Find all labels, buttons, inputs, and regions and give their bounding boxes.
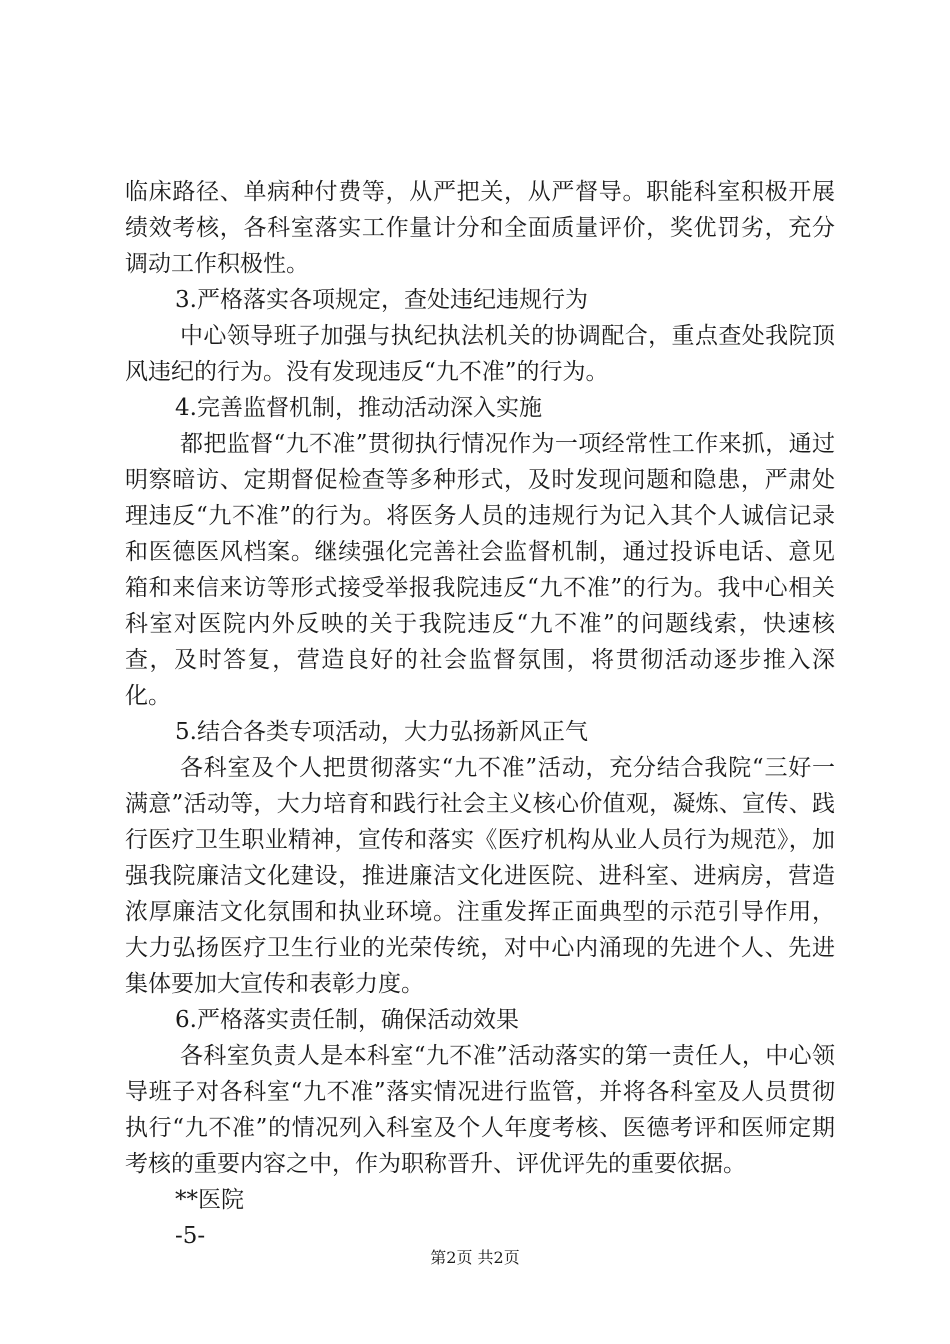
document-body [125, 174, 835, 1254]
section-heading-3: 3.严格落实各项规定，查处违纪违规行为 [175, 287, 588, 313]
paragraph-section-6: 各科室负责人是本科室“九不准”活动落实的第一责任人，中心领导班子对各科室“九不准”落实情况进行监管，并将各科室及人员贯彻执行“九不准”的情况列入科室及个人年度考核、医德考评和医师定期考核的重要内容之中，作为职称晋升、评优评先的重要依据。 [125, 1043, 835, 1177]
section-heading-4: 4.完善监督机制，推动活动深入实施 [175, 395, 542, 421]
inline-page-number: -5- [175, 1223, 206, 1249]
paragraph-section-3: 中心领导班子加强与执纪执法机关的协调配合，重点查处我院顶风违纪的行为。没有发现违反“九不准”的行为。 [125, 323, 835, 385]
section-heading-5: 5.结合各类专项活动，大力弘扬新风正气 [175, 719, 588, 745]
signature-hospital: **医院 [175, 1187, 244, 1213]
paragraph-section-4: 都把监督“九不准”贯彻执行情况作为一项经常性工作来抓，通过明察暗访、定期督促检查等多种形式，及时发现问题和隐患，严肃处理违反“九不准”的行为。将医务人员的违规行为记入其个人诚信记录和医德医风档案。继续强化完善社会监督机制，通过投诉电话、意见箱和来信来访等形式接受举报我院违反“九不准”的行为。我中心相关科室对医院内外反映的关于我院违反“九不准”的问题线索，快速核查，及时答复，营造良好的社会监督氛围，将贯彻活动逐步推入深化。 [125, 431, 835, 709]
page-footer: 第2页 共2页 [430, 1248, 520, 1267]
paragraph-continuation: 临床路径、单病种付费等，从严把关，从严督导。职能科室积极开展绩效考核，各科室落实工作量计分和全面质量评价，奖优罚劣，充分调动工作积极性。 [125, 179, 835, 277]
section-heading-6: 6.严格落实责任制，确保活动效果 [175, 1007, 519, 1033]
paragraph-section-5: 各科室及个人把贯彻落实“九不准”活动，充分结合我院“三好一满意”活动等，大力培育和践行社会主义核心价值观，凝炼、宣传、践行医疗卫生职业精神，宣传和落实《医疗机构从业人员行为规范》，加强我院廉洁文化建设，推进廉洁文化进医院、进科室、进病房，营造浓厚廉洁文化氛围和执业环境。注重发挥正面典型的示范引导作用，大力弘扬医疗卫生行业的光荣传统，对中心内涌现的先进个人、先进集体要加大宣传和表彰力度。 [125, 755, 835, 997]
